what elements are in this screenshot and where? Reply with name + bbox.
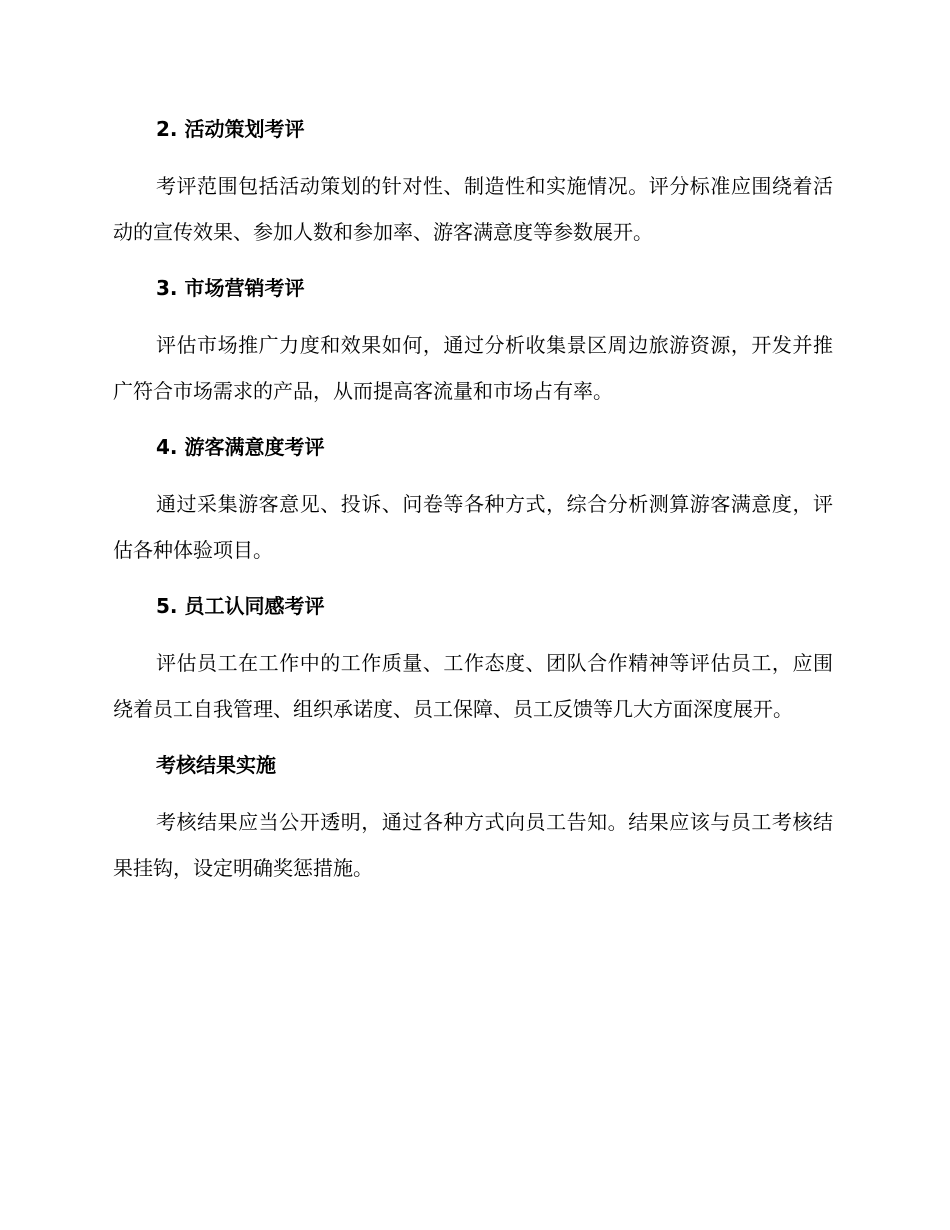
section-paragraph-visitor-satisfaction: 通过采集游客意见、投诉、问卷等各种方式，综合分析测算游客满意度，评估各种体验项目。 xyxy=(113,492,833,562)
section-heading-results-implementation: 考核结果实施 xyxy=(156,753,276,777)
section-heading-employee-identity: 5. 员工认同感考评 xyxy=(156,594,325,618)
section-heading-visitor-satisfaction: 4. 游客满意度考评 xyxy=(156,435,325,459)
section-heading-marketing: 3. 市场营销考评 xyxy=(156,276,305,300)
section-paragraph-employee-identity: 评估员工在工作中的工作质量、工作态度、团队合作精神等评估员工，应围绕着员工自我管理、组织承诺度、员工保障、员工反馈等几大方面深度展开。 xyxy=(113,651,833,721)
document-body xyxy=(113,111,833,891)
section-heading-activity-planning: 2. 活动策划考评 xyxy=(156,117,305,141)
section-paragraph-marketing: 评估市场推广力度和效果如何，通过分析收集景区周边旅游资源，开发并推广符合市场需求的产品，从而提高客流量和市场占有率。 xyxy=(113,333,833,403)
section-paragraph-results-implementation: 考核结果应当公开透明，通过各种方式向员工告知。结果应该与员工考核结果挂钩，设定明确奖惩措施。 xyxy=(113,810,833,880)
section-paragraph-activity-planning: 考评范围包括活动策划的针对性、制造性和实施情况。评分标准应围绕着活动的宣传效果、参加人数和参加率、游客满意度等参数展开。 xyxy=(113,174,833,244)
